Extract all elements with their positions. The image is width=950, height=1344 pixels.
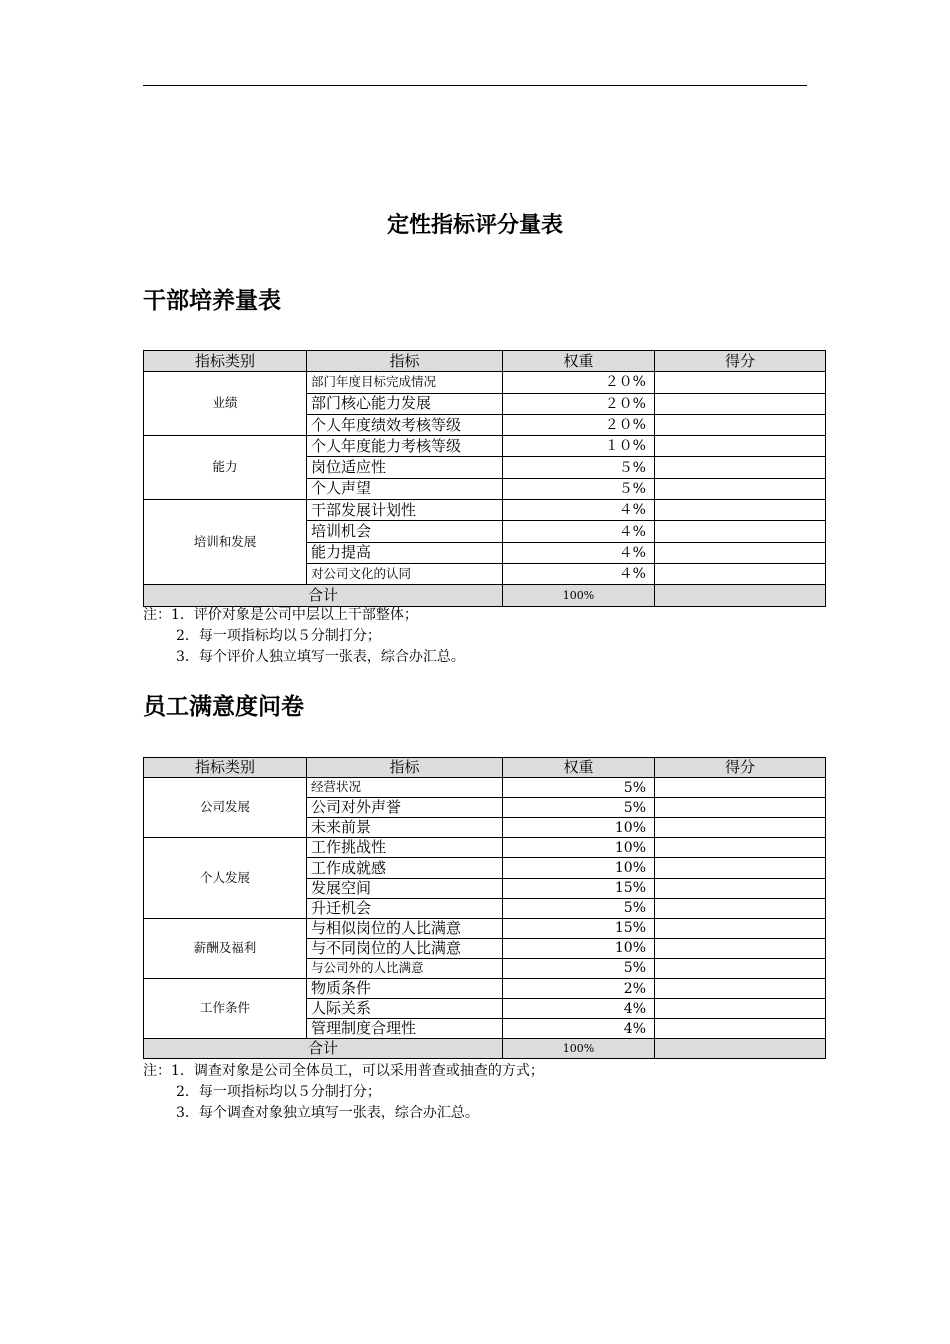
indicator-cell: 干部发展计划性: [307, 500, 503, 521]
total-score-cell[interactable]: [655, 585, 826, 606]
score-cell[interactable]: [655, 979, 826, 999]
indicator-cell: 部门核心能力发展: [307, 393, 503, 414]
weight-cell: 4%: [503, 999, 655, 1019]
table-row: [144, 436, 826, 457]
score-cell[interactable]: [655, 372, 826, 393]
indicator-cell: 公司对外声誉: [307, 798, 503, 818]
score-cell[interactable]: [655, 542, 826, 563]
weight-cell: ２０%: [503, 414, 655, 435]
indicator-cell: 与相似岗位的人比满意: [307, 918, 503, 938]
header-indicator: 指标: [307, 758, 503, 778]
category-cell: 公司发展: [144, 778, 307, 838]
indicator-cell: 个人年度能力考核等级: [307, 436, 503, 457]
total-weight: 100%: [503, 585, 655, 606]
table-row: [144, 979, 826, 999]
weight-cell: ４%: [503, 500, 655, 521]
category-cell: 工作条件: [144, 979, 307, 1039]
header-weight: 权重: [503, 351, 655, 372]
weight-cell: 15%: [503, 918, 655, 938]
table-row: [144, 500, 826, 521]
indicator-cell: 对公司文化的认同: [307, 563, 503, 584]
indicator-cell: 发展空间: [307, 878, 503, 898]
score-cell[interactable]: [655, 818, 826, 838]
score-cell[interactable]: [655, 898, 826, 918]
weight-cell: ４%: [503, 563, 655, 584]
score-cell[interactable]: [655, 1019, 826, 1039]
weight-cell: ４%: [503, 542, 655, 563]
header-category: 指标类别: [144, 351, 307, 372]
weight-cell: ４%: [503, 521, 655, 542]
category-cell: 培训和发展: [144, 500, 307, 585]
indicator-cell: 物质条件: [307, 979, 503, 999]
category-cell: 业绩: [144, 372, 307, 436]
category-cell: 薪酬及福利: [144, 918, 307, 978]
weight-cell: 10%: [503, 938, 655, 958]
indicator-cell: 培训机会: [307, 521, 503, 542]
note-line: 注：1．评价对象是公司中层以上干部整体；: [143, 607, 418, 623]
weight-cell: ５%: [503, 457, 655, 478]
note-line: 2．每一项指标均以５分制打分；: [176, 628, 381, 644]
section-title-satisfaction: 员工满意度问卷: [143, 694, 304, 720]
indicator-cell: 个人声望: [307, 478, 503, 499]
score-cell[interactable]: [655, 393, 826, 414]
weight-cell: ２０%: [503, 372, 655, 393]
cadre-notes: [143, 605, 465, 668]
table-header-row: [144, 758, 826, 778]
weight-cell: 5%: [503, 778, 655, 798]
score-cell[interactable]: [655, 999, 826, 1019]
note-line: 注：1．调查对象是公司全体员工，可以采用普查或抽查的方式；: [143, 1063, 544, 1079]
header-rule: [143, 85, 807, 86]
weight-cell: 10%: [503, 838, 655, 858]
indicator-cell: 个人年度绩效考核等级: [307, 414, 503, 435]
indicator-cell: 工作成就感: [307, 858, 503, 878]
total-label: 合计: [144, 1039, 503, 1059]
score-cell[interactable]: [655, 436, 826, 457]
weight-cell: 10%: [503, 818, 655, 838]
table-row: [144, 838, 826, 858]
cadre-scoring-table: [143, 350, 826, 607]
table-row: [144, 918, 826, 938]
score-cell[interactable]: [655, 414, 826, 435]
weight-cell: 5%: [503, 958, 655, 978]
category-cell: 个人发展: [144, 838, 307, 918]
section-title-cadre: 干部培养量表: [143, 288, 281, 314]
indicator-cell: 未来前景: [307, 818, 503, 838]
weight-cell: ５%: [503, 478, 655, 499]
header-score: 得分: [655, 351, 826, 372]
note-line: 2．每一项指标均以５分制打分；: [176, 1084, 381, 1100]
indicator-cell: 管理制度合理性: [307, 1019, 503, 1039]
table-row: [144, 778, 826, 798]
score-cell[interactable]: [655, 457, 826, 478]
weight-cell: １０%: [503, 436, 655, 457]
header-score: 得分: [655, 758, 826, 778]
score-cell[interactable]: [655, 838, 826, 858]
score-cell[interactable]: [655, 938, 826, 958]
satisfaction-survey-table: [143, 757, 826, 1059]
indicator-cell: 人际关系: [307, 999, 503, 1019]
score-cell[interactable]: [655, 478, 826, 499]
header-indicator: 指标: [307, 351, 503, 372]
score-cell[interactable]: [655, 878, 826, 898]
weight-cell: 15%: [503, 878, 655, 898]
indicator-cell: 经营状况: [307, 778, 503, 798]
indicator-cell: 升迁机会: [307, 898, 503, 918]
score-cell[interactable]: [655, 958, 826, 978]
category-cell: 能力: [144, 436, 307, 500]
score-cell[interactable]: [655, 858, 826, 878]
indicator-cell: 与公司外的人比满意: [307, 958, 503, 978]
note-line: 3．每个评价人独立填写一张表，综合办汇总。: [176, 649, 465, 665]
indicator-cell: 岗位适应性: [307, 457, 503, 478]
document-title: 定性指标评分量表: [386, 213, 563, 238]
weight-cell: ２０%: [503, 393, 655, 414]
total-weight: 100%: [503, 1039, 655, 1059]
weight-cell: 2%: [503, 979, 655, 999]
satisfaction-notes: [143, 1061, 544, 1124]
score-cell[interactable]: [655, 563, 826, 584]
indicator-cell: 能力提高: [307, 542, 503, 563]
table-row: [144, 372, 826, 393]
score-cell[interactable]: [655, 798, 826, 818]
score-cell[interactable]: [655, 918, 826, 938]
weight-cell: 5%: [503, 898, 655, 918]
header-category: 指标类别: [144, 758, 307, 778]
weight-cell: 10%: [503, 858, 655, 878]
total-row: [144, 1039, 826, 1059]
score-cell[interactable]: [655, 778, 826, 798]
total-row: [144, 585, 826, 606]
table-header-row: [144, 351, 826, 372]
total-score-cell[interactable]: [655, 1039, 826, 1059]
note-line: 3．每个调查对象独立填写一张表，综合办汇总。: [176, 1105, 479, 1121]
indicator-cell: 工作挑战性: [307, 838, 503, 858]
indicator-cell: 与不同岗位的人比满意: [307, 938, 503, 958]
weight-cell: 4%: [503, 1019, 655, 1039]
header-weight: 权重: [503, 758, 655, 778]
score-cell[interactable]: [655, 521, 826, 542]
indicator-cell: 部门年度目标完成情况: [307, 372, 503, 393]
total-label: 合计: [144, 585, 503, 606]
weight-cell: 5%: [503, 798, 655, 818]
score-cell[interactable]: [655, 500, 826, 521]
